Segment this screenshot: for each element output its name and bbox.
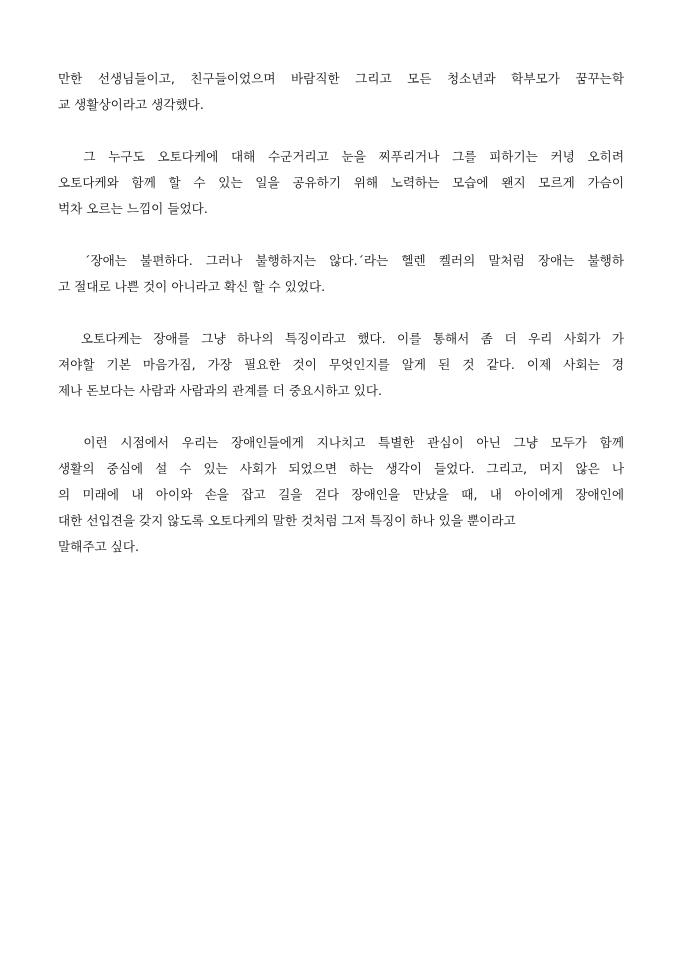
text-line: 오토다케는 장애를 그냥 하나의 특징이라고 했다. 이를 통해서 좀 더 우리 사회가 가 bbox=[58, 331, 624, 346]
text-line: 이런 시점에서 우리는 장애인들에게 지나치고 특별한 관심이 아닌 그냥 모두가 함께 bbox=[58, 435, 624, 450]
paragraph-2 bbox=[58, 144, 624, 222]
text-line: 만한 선생님들이고, 친구들이었으며 바람직한 그리고 모든 청소년과 학부모가 꿈꾸는학 bbox=[58, 71, 624, 86]
text-line: 생활의 중심에 설 수 있는 사회가 되었으면 하는 생각이 들었다. 그리고, 머지 않은 나 bbox=[58, 461, 624, 476]
paragraph-4 bbox=[58, 326, 624, 404]
text-line: 대한 선입견을 갖지 않도록 오토다케의 말한 것처럼 그저 특징이 하나 있을 뿐이라고 bbox=[58, 513, 516, 528]
text-line: 벅차 오르는 느낌이 들었다. bbox=[58, 201, 208, 216]
text-line: 말해주고 싶다. bbox=[58, 539, 139, 554]
text-line: 오토다케와 함께 할 수 있는 일을 공유하기 위해 노력하는 모습에 왠지 모르게 가슴이 bbox=[58, 175, 624, 190]
paragraph-3 bbox=[58, 248, 624, 300]
text-line: 교 생활상이라고 생각했다. bbox=[58, 97, 204, 112]
text-line: 제나 돈보다는 사람과 사람과의 관계를 더 중요시하고 있다. bbox=[58, 383, 382, 398]
text-line: 고 절대로 나쁜 것이 아니라고 확신 할 수 있었다. bbox=[58, 279, 326, 294]
text-line: ´장애는 불편하다. 그러나 불행하지는 않다.´라는 헬렌 켈러의 말처럼 장애는 불행하 bbox=[58, 253, 624, 268]
text-line: 져야할 기본 마음가짐, 가장 필요한 것이 무엇인지를 알게 된 것 같다. 이제 사회는 경 bbox=[58, 357, 624, 372]
paragraph-1 bbox=[58, 66, 624, 118]
text-line: 그 누구도 오토다케에 대해 수군거리고 눈을 찌푸리거나 그를 피하기는 커녕 오히려 bbox=[58, 149, 624, 164]
document-page bbox=[58, 66, 624, 586]
paragraph-5 bbox=[58, 430, 624, 560]
text-line: 의 미래에 내 아이와 손을 잡고 길을 걷다 장애인을 만났을 때, 내 아이에게 장애인에 bbox=[58, 487, 624, 502]
